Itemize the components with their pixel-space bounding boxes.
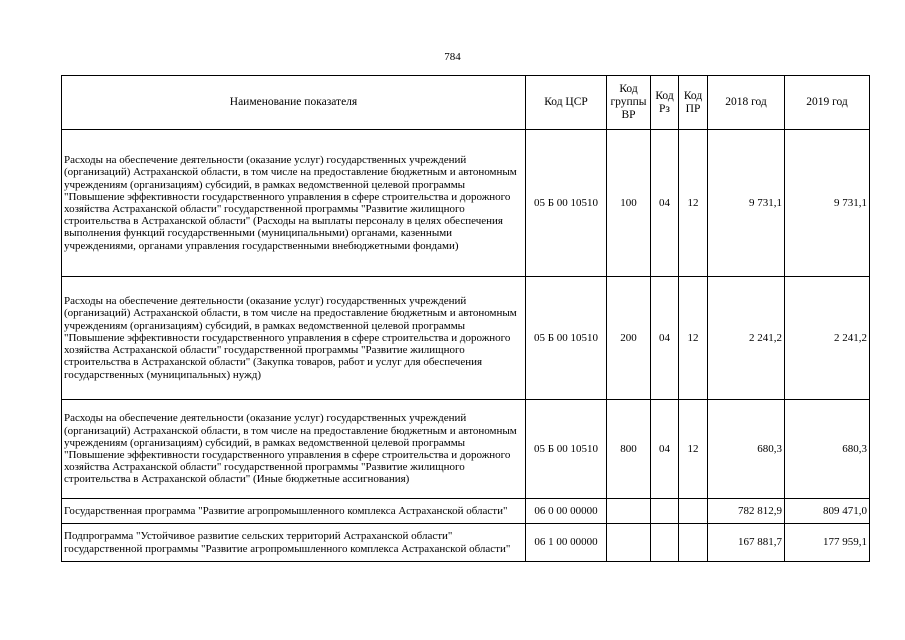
row-pr xyxy=(679,524,708,562)
table-row xyxy=(62,400,870,499)
row-rz: 04 xyxy=(651,130,679,277)
row-csr: 05 Б 00 10510 xyxy=(526,277,607,400)
row-vr: 800 xyxy=(607,400,651,499)
table-row xyxy=(62,499,870,524)
row-rz: 04 xyxy=(651,277,679,400)
row-csr: 06 1 00 00000 xyxy=(526,524,607,562)
header-pr: Код ПР xyxy=(679,76,708,130)
row-vr xyxy=(607,524,651,562)
row-value-2019: 177 959,1 xyxy=(785,524,870,562)
row-name: Расходы на обеспечение деятельности (оказание услуг) государственных учреждений (организаций) Астраханской области, в том числе на предоставление бюджетным и автономным учреждениям (организациям) субсидий, в рамках ведомственной целевой программы "Повышение эффективности государственного управления в сфере строительства и дорожного хозяйства Астраханской области" государственной программы "Развитие жилищного строительства в Астраханской области" (Закупка товаров, работ и услуг для обеспечения государственных (муниципальных) нужд) xyxy=(62,277,526,400)
row-value-2018: 9 731,1 xyxy=(708,130,785,277)
row-pr: 12 xyxy=(679,400,708,499)
row-value-2018: 680,3 xyxy=(708,400,785,499)
row-value-2019: 809 471,0 xyxy=(785,499,870,524)
row-rz xyxy=(651,499,679,524)
row-name: Расходы на обеспечение деятельности (оказание услуг) государственных учреждений (организаций) Астраханской области, в том числе на предоставление бюджетным и автономным учреждениям (организациям) субсидий, в рамках ведомственной целевой программы "Повышение эффективности государственного управления в сфере строительства и дорожного хозяйства Астраханской области" государственной программы "Развитие жилищного строительства в Астраханской области" (Иные бюджетные ассигнования) xyxy=(62,400,526,499)
header-rz: Код Рз xyxy=(651,76,679,130)
budget-table xyxy=(61,75,870,562)
table-row xyxy=(62,524,870,562)
row-pr: 12 xyxy=(679,277,708,400)
row-pr xyxy=(679,499,708,524)
row-rz xyxy=(651,524,679,562)
row-name: Подпрограмма "Устойчивое развитие сельских территорий Астраханской области" государственной программы "Развитие агропромышленного комплекса Астраханской области" xyxy=(62,524,526,562)
row-value-2018: 2 241,2 xyxy=(708,277,785,400)
header-year-2018: 2018 год xyxy=(708,76,785,130)
header-year-2019: 2019 год xyxy=(785,76,870,130)
header-name: Наименование показателя xyxy=(62,76,526,130)
header-csr: Код ЦСР xyxy=(526,76,607,130)
row-value-2019: 680,3 xyxy=(785,400,870,499)
header-vr: Код группы ВР xyxy=(607,76,651,130)
row-value-2018: 782 812,9 xyxy=(708,499,785,524)
table-header-row xyxy=(62,76,870,130)
row-value-2018: 167 881,7 xyxy=(708,524,785,562)
row-csr: 06 0 00 00000 xyxy=(526,499,607,524)
row-name: Расходы на обеспечение деятельности (оказание услуг) государственных учреждений (организаций) Астраханской области, в том числе на предоставление бюджетным и автономным учреждениям (организациям) субсидий, в рамках ведомственной целевой программы "Повышение эффективности государственного управления в сфере строительства и дорожного хозяйства Астраханской области" государственной программы "Развитие жилищного строительства в Астраханской области" (Расходы на выплаты персоналу в целях обеспечения выполнения функций государственными (муниципальными) органами, казенными учреждениями, органами управления государственными внебюджетными фондами) xyxy=(62,130,526,277)
row-vr xyxy=(607,499,651,524)
row-vr: 100 xyxy=(607,130,651,277)
row-csr: 05 Б 00 10510 xyxy=(526,130,607,277)
row-value-2019: 9 731,1 xyxy=(785,130,870,277)
row-csr: 05 Б 00 10510 xyxy=(526,400,607,499)
page-number: 784 xyxy=(444,51,461,63)
row-value-2019: 2 241,2 xyxy=(785,277,870,400)
row-pr: 12 xyxy=(679,130,708,277)
table-row xyxy=(62,277,870,400)
row-vr: 200 xyxy=(607,277,651,400)
row-rz: 04 xyxy=(651,400,679,499)
table-row xyxy=(62,130,870,277)
row-name: Государственная программа "Развитие агропромышленного комплекса Астраханской области" xyxy=(62,499,526,524)
